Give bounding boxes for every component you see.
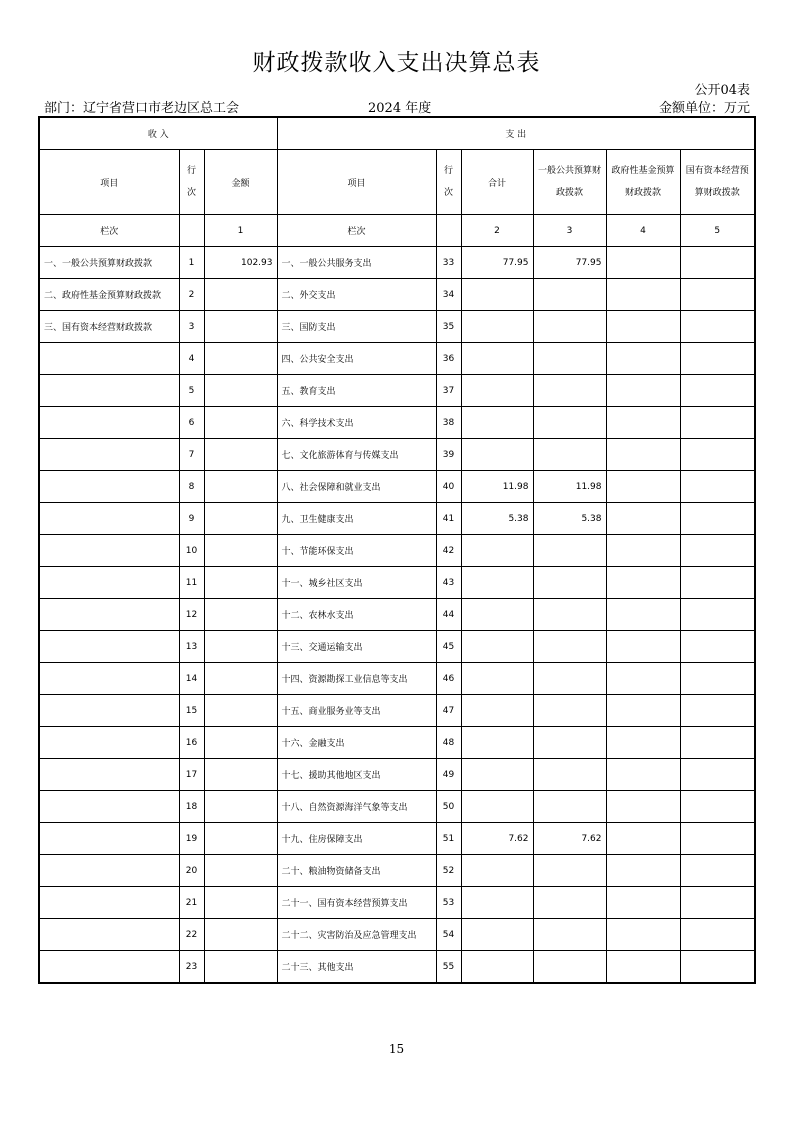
fund-budget-cell [606,791,680,823]
table-row [39,727,755,759]
income-lineno-cell: 6 [179,407,204,439]
income-amount-cell [204,759,277,791]
table-row [39,631,755,663]
expense-item-cell: 七、文化旅游体育与传媒支出 [277,439,436,471]
table-row [39,791,755,823]
income-item-cell [39,375,179,407]
income-amount-cell: 102.93 [204,247,277,279]
income-lineno-cell: 9 [179,503,204,535]
income-lineno-cell: 11 [179,567,204,599]
expense-total-cell [461,855,533,887]
income-amount-cell [204,855,277,887]
general-budget-cell [533,407,606,439]
table-row [39,663,755,695]
fund-budget-cell [606,951,680,984]
expense-item-cell: 九、卫生健康支出 [277,503,436,535]
table-row [39,919,755,951]
income-amount-cell [204,407,277,439]
expense-lineno-cell: 37 [436,375,461,407]
expense-total-cell [461,535,533,567]
income-lineno-cell: 5 [179,375,204,407]
expense-item-cell: 二十一、国有资本经营预算支出 [277,887,436,919]
state-capital-cell [680,375,755,407]
general-budget-cell [533,567,606,599]
general-budget-cell [533,695,606,727]
expense-item-cell: 十六、金融支出 [277,727,436,759]
table-row [39,407,755,439]
expense-lineno-cell: 46 [436,663,461,695]
expense-total-cell: 77.95 [461,247,533,279]
state-capital-cell [680,919,755,951]
expense-lineno-cell: 40 [436,471,461,503]
fund-budget-cell [606,311,680,343]
expense-lineno-cell: 49 [436,759,461,791]
lanci-empty [436,215,461,247]
expense-total-cell [461,663,533,695]
expense-total-cell [461,343,533,375]
state-capital-cell [680,727,755,759]
expense-lineno-cell: 41 [436,503,461,535]
fiscal-year: 2024 年度 [368,101,432,116]
expense-lineno-cell: 35 [436,311,461,343]
expense-total-cell: 5.38 [461,503,533,535]
income-lineno-cell: 1 [179,247,204,279]
state-capital-cell [680,567,755,599]
income-amount-cell [204,663,277,695]
expense-lineno-cell: 53 [436,887,461,919]
general-budget-cell: 11.98 [533,471,606,503]
fund-budget-cell [606,407,680,439]
lanci-col2: 2 [461,215,533,247]
col-header-income-lineno: 行次 [179,150,204,215]
table-row [39,343,755,375]
expense-lineno-cell: 48 [436,727,461,759]
income-amount-cell [204,599,277,631]
fund-budget-cell [606,471,680,503]
fund-budget-cell [606,823,680,855]
income-amount-cell [204,375,277,407]
table-row [39,439,755,471]
income-item-cell [39,407,179,439]
expense-total-cell [461,407,533,439]
income-amount-cell [204,631,277,663]
income-item-cell [39,823,179,855]
lanci-col5: 5 [680,215,755,247]
expense-item-cell: 二十、粮油物资储备支出 [277,855,436,887]
state-capital-cell [680,407,755,439]
expense-item-cell: 三、国防支出 [277,311,436,343]
state-capital-cell [680,823,755,855]
income-item-cell [39,759,179,791]
income-lineno-cell: 14 [179,663,204,695]
col-header-state-capital: 国有资本经营预算财政拨款 [680,150,755,215]
expense-lineno-cell: 39 [436,439,461,471]
income-lineno-cell: 18 [179,791,204,823]
table-row [39,855,755,887]
general-budget-cell [533,343,606,375]
fund-budget-cell [606,279,680,311]
col-header-income-amount: 金额 [204,150,277,215]
expense-total-cell [461,919,533,951]
state-capital-cell [680,695,755,727]
state-capital-cell [680,663,755,695]
income-item-cell [39,695,179,727]
col-header-fund-budget: 政府性基金预算财政拨款 [606,150,680,215]
income-lineno-cell: 15 [179,695,204,727]
table-row [39,247,755,279]
general-budget-cell [533,727,606,759]
page-number: 15 [388,1042,405,1056]
col-header-total: 合计 [461,150,533,215]
section-header-row [39,117,755,150]
expense-total-cell [461,759,533,791]
state-capital-cell [680,631,755,663]
expense-lineno-cell: 51 [436,823,461,855]
income-amount-cell [204,503,277,535]
col-header-general-budget: 一般公共预算财政拨款 [533,150,606,215]
table-row [39,823,755,855]
expense-total-cell [461,375,533,407]
general-budget-cell [533,759,606,791]
column-header-row [39,150,755,215]
fund-budget-cell [606,631,680,663]
expense-lineno-cell: 33 [436,247,461,279]
general-budget-cell: 77.95 [533,247,606,279]
income-lineno-cell: 13 [179,631,204,663]
general-budget-cell: 7.62 [533,823,606,855]
expense-lineno-cell: 44 [436,599,461,631]
expense-item-cell: 二十二、灾害防治及应急管理支出 [277,919,436,951]
fund-budget-cell [606,567,680,599]
expense-item-cell: 一、一般公共服务支出 [277,247,436,279]
fund-budget-cell [606,247,680,279]
income-item-cell [39,631,179,663]
income-section-header: 收 入 [39,117,277,150]
expense-item-cell: 十二、农林水支出 [277,599,436,631]
income-item-cell [39,567,179,599]
state-capital-cell [680,343,755,375]
income-lineno-cell: 22 [179,919,204,951]
table-row [39,535,755,567]
expense-item-cell: 十三、交通运输支出 [277,631,436,663]
state-capital-cell [680,535,755,567]
income-item-cell [39,599,179,631]
col-header-income-item: 项目 [39,150,179,215]
amount-unit: 金额单位：万元 [658,101,750,116]
general-budget-cell [533,919,606,951]
expense-item-cell: 六、科学技术支出 [277,407,436,439]
fund-budget-cell [606,919,680,951]
income-item-cell: 三、国有资本经营财政拨款 [39,311,179,343]
state-capital-cell [680,791,755,823]
expense-total-cell [461,279,533,311]
expense-total-cell [461,567,533,599]
income-item-cell [39,855,179,887]
lanci-income-label: 栏次 [39,215,179,247]
expense-total-cell [461,887,533,919]
income-item-cell [39,439,179,471]
expense-item-cell: 四、公共安全支出 [277,343,436,375]
expense-item-cell: 十四、资源勘探工业信息等支出 [277,663,436,695]
state-capital-cell [680,247,755,279]
expense-total-cell [461,439,533,471]
expense-item-cell: 五、教育支出 [277,375,436,407]
general-budget-cell [533,951,606,984]
department-label: 部门：辽宁省营口市老边区总工会 [44,101,240,116]
income-lineno-cell: 23 [179,951,204,984]
expense-lineno-cell: 50 [436,791,461,823]
table-row [39,503,755,535]
general-budget-cell [533,439,606,471]
income-amount-cell [204,919,277,951]
expense-item-cell: 十一、城乡社区支出 [277,567,436,599]
table-row [39,279,755,311]
fund-budget-cell [606,375,680,407]
expense-item-cell: 八、社会保障和就业支出 [277,471,436,503]
general-budget-cell [533,855,606,887]
expense-total-cell [461,599,533,631]
table-row [39,375,755,407]
expense-lineno-cell: 42 [436,535,461,567]
expense-lineno-cell: 52 [436,855,461,887]
expense-total-cell [461,311,533,343]
general-budget-cell [533,631,606,663]
budget-summary-table [38,116,756,984]
state-capital-cell [680,855,755,887]
income-item-cell [39,343,179,375]
state-capital-cell [680,599,755,631]
income-lineno-cell: 8 [179,471,204,503]
income-item-cell [39,535,179,567]
table-row [39,599,755,631]
income-amount-cell [204,279,277,311]
table-row [39,695,755,727]
expense-lineno-cell: 45 [436,631,461,663]
general-budget-cell [533,887,606,919]
general-budget-cell [533,375,606,407]
fund-budget-cell [606,695,680,727]
income-amount-cell [204,567,277,599]
lanci-col1: 1 [204,215,277,247]
expense-item-cell: 十、节能环保支出 [277,535,436,567]
income-item-cell [39,663,179,695]
column-index-row [39,215,755,247]
fund-budget-cell [606,727,680,759]
income-lineno-cell: 3 [179,311,204,343]
income-amount-cell [204,535,277,567]
expense-item-cell: 十八、自然资源海洋气象等支出 [277,791,436,823]
state-capital-cell [680,503,755,535]
general-budget-cell: 5.38 [533,503,606,535]
fund-budget-cell [606,343,680,375]
income-lineno-cell: 21 [179,887,204,919]
general-budget-cell [533,663,606,695]
income-lineno-cell: 10 [179,535,204,567]
income-lineno-cell: 4 [179,343,204,375]
fund-budget-cell [606,759,680,791]
income-item-cell: 二、政府性基金预算财政拨款 [39,279,179,311]
general-budget-cell [533,791,606,823]
income-item-cell: 一、一般公共预算财政拨款 [39,247,179,279]
income-item-cell [39,791,179,823]
lanci-col3: 3 [533,215,606,247]
fund-budget-cell [606,535,680,567]
table-row [39,759,755,791]
income-item-cell [39,727,179,759]
expense-lineno-cell: 55 [436,951,461,984]
lanci-col4: 4 [606,215,680,247]
table-row [39,951,755,984]
income-lineno-cell: 17 [179,759,204,791]
income-lineno-cell: 12 [179,599,204,631]
general-budget-cell [533,311,606,343]
expense-lineno-cell: 36 [436,343,461,375]
income-amount-cell [204,951,277,984]
state-capital-cell [680,887,755,919]
expense-total-cell: 7.62 [461,823,533,855]
expense-section-header: 支 出 [277,117,755,150]
table-row [39,887,755,919]
expense-total-cell [461,631,533,663]
state-capital-cell [680,439,755,471]
lanci-expense-label: 栏次 [277,215,436,247]
income-amount-cell [204,311,277,343]
lanci-empty [179,215,204,247]
fund-budget-cell [606,503,680,535]
income-item-cell [39,887,179,919]
income-amount-cell [204,823,277,855]
state-capital-cell [680,471,755,503]
expense-item-cell: 十五、商业服务业等支出 [277,695,436,727]
income-lineno-cell: 16 [179,727,204,759]
fund-budget-cell [606,663,680,695]
expense-item-cell: 十七、援助其他地区支出 [277,759,436,791]
income-item-cell [39,471,179,503]
expense-total-cell [461,727,533,759]
income-amount-cell [204,887,277,919]
income-item-cell [39,951,179,984]
expense-item-cell: 二十三、其他支出 [277,951,436,984]
income-lineno-cell: 19 [179,823,204,855]
income-lineno-cell: 2 [179,279,204,311]
state-capital-cell [680,279,755,311]
general-budget-cell [533,599,606,631]
table-body [39,247,755,984]
table-row [39,471,755,503]
fund-budget-cell [606,887,680,919]
income-amount-cell [204,471,277,503]
table-row [39,567,755,599]
expense-lineno-cell: 38 [436,407,461,439]
table-row [39,311,755,343]
general-budget-cell [533,279,606,311]
expense-lineno-cell: 34 [436,279,461,311]
col-header-expense-item: 项目 [277,150,436,215]
page-title: 财政拨款收入支出决算总表 [252,50,541,76]
col-header-expense-lineno: 行次 [436,150,461,215]
income-item-cell [39,503,179,535]
expense-item-cell: 十九、住房保障支出 [277,823,436,855]
state-capital-cell [680,311,755,343]
state-capital-cell [680,759,755,791]
expense-total-cell [461,791,533,823]
income-amount-cell [204,727,277,759]
expense-total-cell [461,951,533,984]
expense-total-cell [461,695,533,727]
expense-lineno-cell: 47 [436,695,461,727]
state-capital-cell [680,951,755,984]
fund-budget-cell [606,855,680,887]
income-lineno-cell: 7 [179,439,204,471]
income-lineno-cell: 20 [179,855,204,887]
income-amount-cell [204,343,277,375]
income-amount-cell [204,439,277,471]
income-amount-cell [204,791,277,823]
expense-item-cell: 二、外交支出 [277,279,436,311]
expense-total-cell: 11.98 [461,471,533,503]
income-item-cell [39,919,179,951]
income-amount-cell [204,695,277,727]
expense-lineno-cell: 43 [436,567,461,599]
general-budget-cell [533,535,606,567]
fund-budget-cell [606,439,680,471]
table-number: 公开04表 [694,83,750,98]
expense-lineno-cell: 54 [436,919,461,951]
fund-budget-cell [606,599,680,631]
